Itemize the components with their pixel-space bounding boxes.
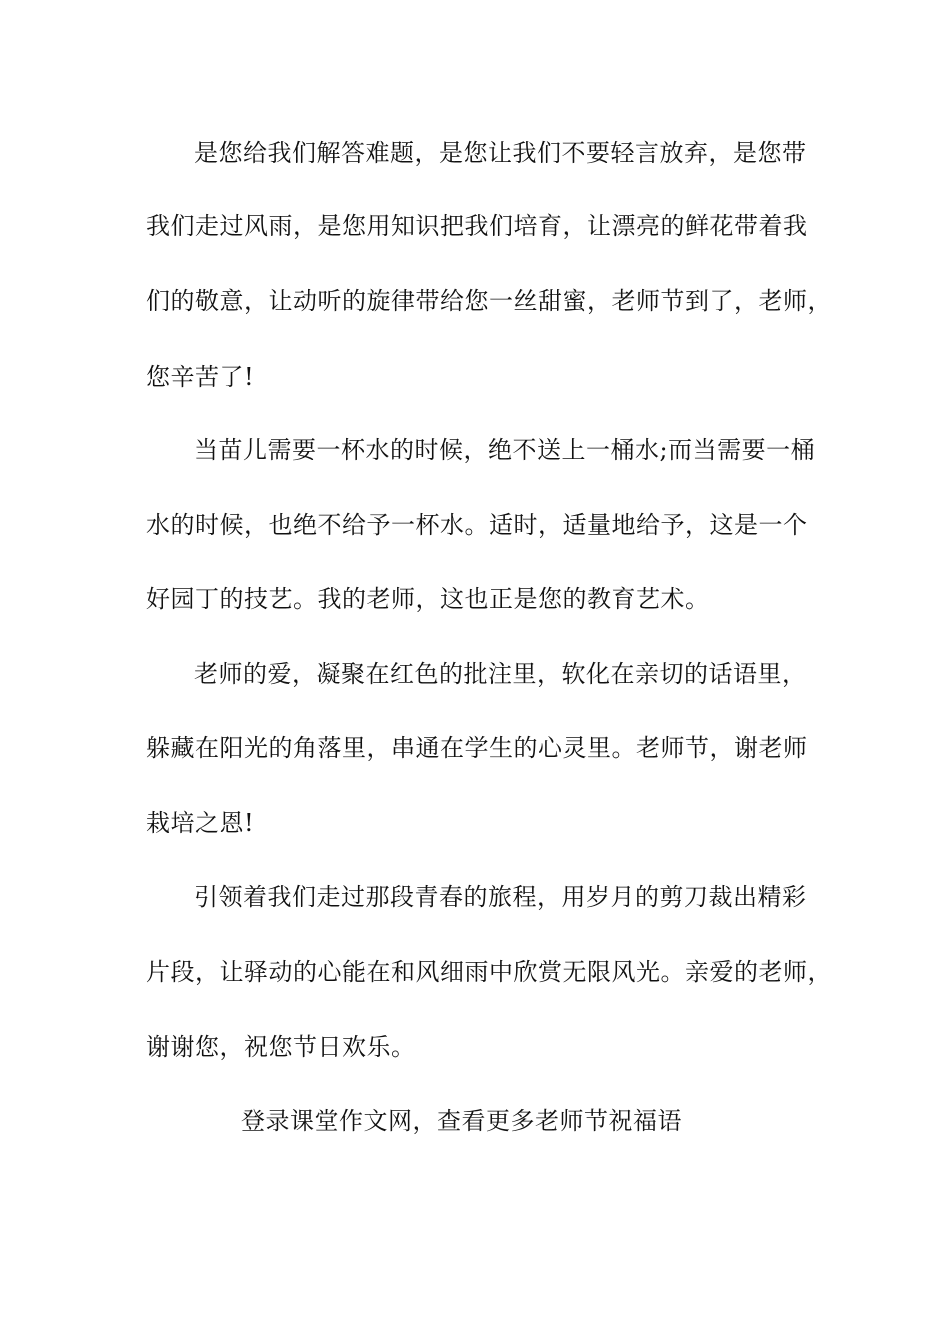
- paragraph-line: 引领着我们走过那段青春的旅程，用岁月的剪刀裁出精彩: [194, 883, 807, 911]
- paragraph-line: 您辛苦了!: [146, 363, 255, 391]
- paragraph-line: 当苗儿需要一杯水的时候，绝不送上一桶水;而当需要一桶: [194, 436, 816, 464]
- paragraph-line: 栽培之恩!: [146, 809, 255, 837]
- paragraph-line: 我们走过风雨，是您用知识把我们培育，让漂亮的鲜花带着我: [146, 212, 808, 240]
- footer-note: 登录课堂作文网，查看更多老师节祝福语: [241, 1107, 682, 1135]
- paragraph-line: 谢谢您，祝您节日欢乐。: [146, 1033, 416, 1061]
- paragraph-line: 躲藏在阳光的角落里，串通在学生的心灵里。老师节，谢老师: [146, 734, 808, 762]
- paragraph-line: 们的敬意，让动听的旋律带给您一丝甜蜜，老师节到了，老师，: [146, 287, 832, 315]
- paragraph-line: 是您给我们解答难题，是您让我们不要轻言放弃，是您带: [194, 139, 807, 167]
- paragraph-line: 老师的爱，凝聚在红色的批注里，软化在亲切的话语里，: [194, 660, 807, 688]
- paragraph-line: 好园丁的技艺。我的老师，这也正是您的教育艺术。: [146, 585, 710, 613]
- paragraph-line: 水的时候，也绝不给予一杯水。适时，适量地给予，这是一个: [146, 511, 808, 539]
- paragraph-line: 片段，让驿动的心能在和风细雨中欣赏无限风光。亲爱的老师，: [146, 958, 832, 986]
